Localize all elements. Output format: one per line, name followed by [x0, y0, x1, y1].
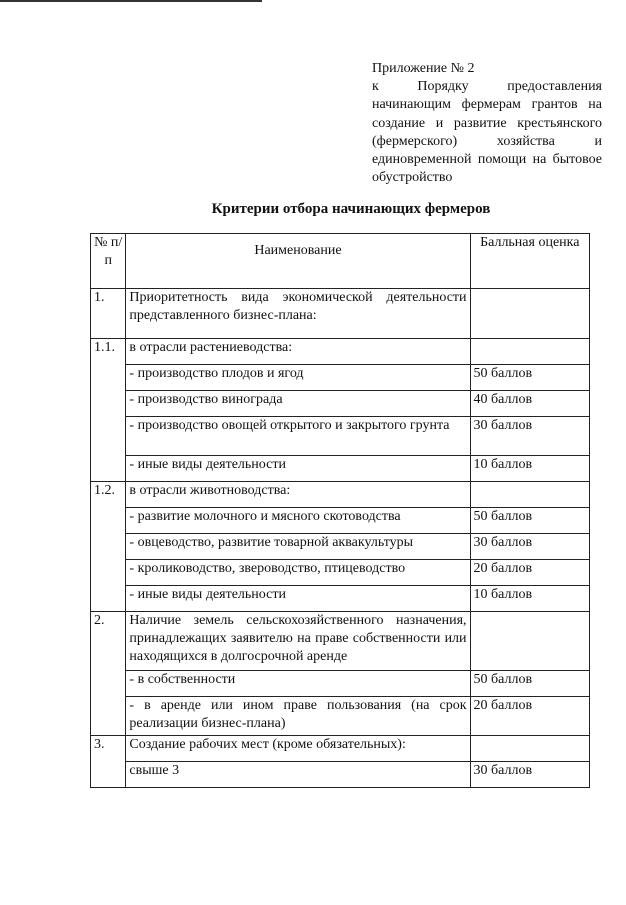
row-name-text: - производство овощей открытого и закрытого грунта [129, 418, 450, 433]
row-score: 30 баллов [470, 762, 589, 788]
row-name: в отрасли животноводства: [126, 482, 470, 508]
row-score: 50 баллов [470, 671, 589, 697]
row-num: 1.1. [91, 339, 126, 482]
table-row [91, 482, 590, 508]
row-name [126, 417, 470, 456]
table-row [91, 289, 590, 339]
row-name-text: Наличие земель сельскохозяйственного назначения, принадлежащих заявителю на праве собственности или находящихся в долгосрочной аренде [129, 613, 467, 664]
table-row [91, 508, 590, 534]
row-name: - иные виды деятельности [126, 586, 470, 612]
row-name [126, 612, 470, 671]
row-score: 50 баллов [470, 508, 589, 534]
row-name: - овцеводство, развитие товарной аквакультуры [126, 534, 470, 560]
row-score: 20 баллов [470, 697, 589, 736]
table-row [91, 736, 590, 762]
table-row [91, 586, 590, 612]
row-score [470, 612, 589, 671]
row-name [126, 289, 470, 339]
row-name [126, 697, 470, 736]
row-name: - производство винограда [126, 391, 470, 417]
row-name: - развитие молочного и мясного скотоводства [126, 508, 470, 534]
table-row [91, 339, 590, 365]
row-score [470, 736, 589, 762]
document-title: Критерии отбора начинающих фермеров [211, 201, 491, 217]
table-row [91, 612, 590, 671]
row-name: - иные виды деятельности [126, 456, 470, 482]
row-score: 30 баллов [470, 534, 589, 560]
row-score: 40 баллов [470, 391, 589, 417]
appendix-note [372, 60, 602, 187]
row-num: 1.2. [91, 482, 126, 612]
table-row [91, 365, 590, 391]
row-score [470, 289, 589, 339]
table-row [91, 417, 590, 456]
row-score: 20 баллов [470, 560, 589, 586]
row-num: 1. [91, 289, 126, 339]
table-row [91, 391, 590, 417]
row-score: 50 баллов [470, 365, 589, 391]
table-row [91, 456, 590, 482]
row-num: 2. [91, 612, 126, 736]
appendix-number: Приложение № 2 [372, 61, 475, 76]
scan-top-line [0, 0, 262, 2]
row-name: Создание рабочих мест (кроме обязательных): [126, 736, 470, 762]
header-name: Наименование [126, 234, 470, 289]
header-num: № п/п [91, 234, 126, 289]
row-score: 30 баллов [470, 417, 589, 456]
row-name: - кролиководство, звероводство, птицеводство [126, 560, 470, 586]
criteria-table [90, 233, 590, 788]
table-row [91, 671, 590, 697]
table-row [91, 560, 590, 586]
row-name-text: Приоритетность вида экономической деятельности представленного бизнес-плана: [129, 290, 467, 323]
header-score: Балльная оценка [470, 234, 589, 289]
table-header-row [91, 234, 590, 289]
table-row [91, 534, 590, 560]
row-name: в отрасли растениеводства: [126, 339, 470, 365]
row-name: свыше 3 [126, 762, 470, 788]
row-num: 3. [91, 736, 126, 788]
row-score [470, 482, 589, 508]
row-name-text: - в аренде или ином праве пользования (на срок реализации бизнес-плана) [129, 698, 467, 731]
table-row [91, 762, 590, 788]
appendix-text: к Порядку предоставления начинающим фермерам грантов на создание и развитие крестьянского (фермерского) хозяйства и единовременной помощи на бытовое обустройство [372, 79, 602, 186]
row-score: 10 баллов [470, 586, 589, 612]
table-row [91, 697, 590, 736]
row-name: - производство плодов и ягод [126, 365, 470, 391]
row-score [470, 339, 589, 365]
row-name: - в собственности [126, 671, 470, 697]
row-score: 10 баллов [470, 456, 589, 482]
